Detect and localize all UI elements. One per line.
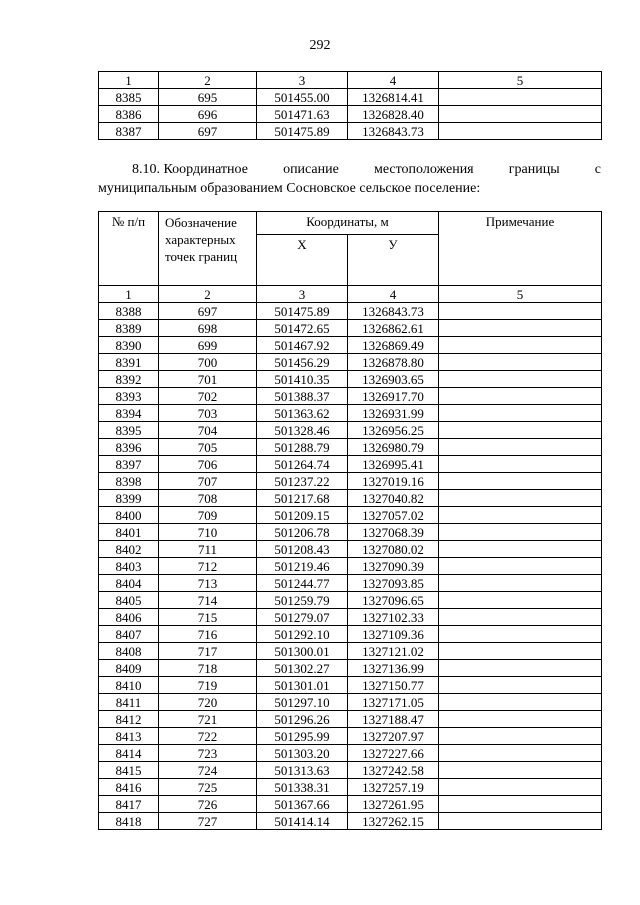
table-cell: 1327262.15 — [348, 813, 439, 830]
table-cell: 695 — [159, 89, 257, 106]
header-y: У — [348, 235, 439, 286]
table-cell: 8397 — [99, 456, 159, 473]
table-cell — [439, 813, 602, 830]
table-cell: 8393 — [99, 388, 159, 405]
table-cell — [439, 507, 602, 524]
table-cell — [439, 337, 602, 354]
column-number: 3 — [257, 72, 348, 89]
table-cell — [439, 643, 602, 660]
table-cell: 706 — [159, 456, 257, 473]
table-cell: 1327136.99 — [348, 660, 439, 677]
table-cell — [439, 473, 602, 490]
column-number: 4 — [348, 72, 439, 89]
table-cell: 697 — [159, 303, 257, 320]
column-number: 4 — [348, 286, 439, 303]
table-cell — [439, 745, 602, 762]
coordinates-table — [98, 285, 602, 830]
table-cell — [439, 123, 602, 140]
table-cell: 501475.89 — [257, 123, 348, 140]
table-cell: 701 — [159, 371, 257, 388]
table-cell: 1326931.99 — [348, 405, 439, 422]
table-cell: 501208.43 — [257, 541, 348, 558]
table-cell — [439, 456, 602, 473]
column-number: 2 — [159, 72, 257, 89]
table-cell: 8408 — [99, 643, 159, 660]
table-cell: 8401 — [99, 524, 159, 541]
table-cell: 8387 — [99, 123, 159, 140]
table-cell: 1326828.40 — [348, 106, 439, 123]
table-cell — [439, 592, 602, 609]
table-cell: 501328.46 — [257, 422, 348, 439]
table-cell: 501471.63 — [257, 106, 348, 123]
table-row — [99, 762, 602, 779]
table-cell — [439, 439, 602, 456]
table-cell: 501297.10 — [257, 694, 348, 711]
table-cell: 501301.01 — [257, 677, 348, 694]
table-cell: 704 — [159, 422, 257, 439]
table-cell: 8400 — [99, 507, 159, 524]
table-cell: 1326878.80 — [348, 354, 439, 371]
table-cell — [439, 626, 602, 643]
table-cell: 501456.29 — [257, 354, 348, 371]
header-note: Примечание — [439, 212, 602, 286]
table-cell: 501367.66 — [257, 796, 348, 813]
table-cell: 501303.20 — [257, 745, 348, 762]
table-cell — [439, 303, 602, 320]
table-cell — [439, 711, 602, 728]
header-num: № п/п — [99, 212, 159, 286]
table-cell: 501455.00 — [257, 89, 348, 106]
table-cell — [439, 779, 602, 796]
table-cell: 712 — [159, 558, 257, 575]
table-cell: 8416 — [99, 779, 159, 796]
table-cell: 8392 — [99, 371, 159, 388]
table-cell: 1327171.05 — [348, 694, 439, 711]
table-cell — [439, 371, 602, 388]
table-cell — [439, 106, 602, 123]
table-cell: 8390 — [99, 337, 159, 354]
table-cell: 702 — [159, 388, 257, 405]
caption-word: местоположения — [373, 162, 474, 177]
caption-word: описание — [283, 162, 339, 177]
table-row — [99, 813, 602, 830]
table-cell: 8418 — [99, 813, 159, 830]
table-cell: 1326814.41 — [348, 89, 439, 106]
table-cell: 715 — [159, 609, 257, 626]
table-cell: 501467.92 — [257, 337, 348, 354]
table-cell: 725 — [159, 779, 257, 796]
top-table-body — [99, 89, 602, 140]
table-cell: 501292.10 — [257, 626, 348, 643]
section-caption — [98, 160, 601, 198]
table-row — [99, 473, 602, 490]
table-cell: 710 — [159, 524, 257, 541]
table-row — [99, 558, 602, 575]
table-cell: 717 — [159, 643, 257, 660]
table-cell: 709 — [159, 507, 257, 524]
table-row — [99, 660, 602, 677]
table-cell: 8413 — [99, 728, 159, 745]
table-cell: 722 — [159, 728, 257, 745]
column-number: 2 — [159, 286, 257, 303]
table-cell: 703 — [159, 405, 257, 422]
table-cell — [439, 354, 602, 371]
table-cell: 1327019.16 — [348, 473, 439, 490]
coordinates-table-header — [98, 211, 602, 286]
table-cell: 1327261.95 — [348, 796, 439, 813]
table-cell: 724 — [159, 762, 257, 779]
table-cell: 8406 — [99, 609, 159, 626]
table-cell: 501279.07 — [257, 609, 348, 626]
table-cell: 1327150.77 — [348, 677, 439, 694]
table-row — [99, 779, 602, 796]
caption-word: с — [594, 162, 601, 177]
table-cell: 1326980.79 — [348, 439, 439, 456]
table-cell — [439, 762, 602, 779]
table-cell: 8410 — [99, 677, 159, 694]
column-number-row — [99, 286, 602, 303]
table-cell: 8395 — [99, 422, 159, 439]
table-cell: 8407 — [99, 626, 159, 643]
table-cell: 1326917.70 — [348, 388, 439, 405]
table-row — [99, 354, 602, 371]
table-cell — [439, 558, 602, 575]
table-cell: 8414 — [99, 745, 159, 762]
table-row — [99, 490, 602, 507]
table-cell — [439, 405, 602, 422]
table-cell: 8398 — [99, 473, 159, 490]
table-row — [99, 694, 602, 711]
table-cell: 501295.99 — [257, 728, 348, 745]
table-row — [99, 388, 602, 405]
table-cell: 726 — [159, 796, 257, 813]
table-cell: 707 — [159, 473, 257, 490]
table-row — [99, 106, 602, 123]
table-cell: 1326843.73 — [348, 303, 439, 320]
main-table-body — [99, 303, 602, 830]
table-cell: 501313.63 — [257, 762, 348, 779]
table-row — [99, 626, 602, 643]
table-cell — [439, 796, 602, 813]
table-row — [99, 711, 602, 728]
table-row — [99, 745, 602, 762]
table-cell: 8391 — [99, 354, 159, 371]
table-cell: 501338.31 — [257, 779, 348, 796]
table-cell: 708 — [159, 490, 257, 507]
table-row — [99, 541, 602, 558]
table-row — [99, 524, 602, 541]
column-number: 1 — [99, 72, 159, 89]
table-cell — [439, 422, 602, 439]
coordinates-table-continued — [98, 71, 602, 140]
table-cell: 501300.01 — [257, 643, 348, 660]
table-cell — [439, 320, 602, 337]
table-cell: 8405 — [99, 592, 159, 609]
caption-line-2: муниципальным образованием Сосновское сельское поселение: — [98, 181, 481, 196]
table-cell — [439, 388, 602, 405]
table-cell: 1327093.85 — [348, 575, 439, 592]
table-cell: 696 — [159, 106, 257, 123]
table-cell: 501410.35 — [257, 371, 348, 388]
table-cell: 501259.79 — [257, 592, 348, 609]
table-row — [99, 371, 602, 388]
table-cell: 8385 — [99, 89, 159, 106]
page-number: 292 — [309, 38, 331, 53]
table-cell: 713 — [159, 575, 257, 592]
table-cell: 699 — [159, 337, 257, 354]
table-cell: 698 — [159, 320, 257, 337]
table-cell: 8415 — [99, 762, 159, 779]
table-cell: 1327207.97 — [348, 728, 439, 745]
table-cell: 8403 — [99, 558, 159, 575]
column-number: 1 — [99, 286, 159, 303]
table-cell: 700 — [159, 354, 257, 371]
table-cell — [439, 609, 602, 626]
table-cell — [439, 575, 602, 592]
table-cell: 1327080.02 — [348, 541, 439, 558]
table-row — [99, 337, 602, 354]
table-cell: 719 — [159, 677, 257, 694]
table-cell: 1327102.33 — [348, 609, 439, 626]
table-cell: 711 — [159, 541, 257, 558]
header-coordinates: Координаты, м — [257, 212, 439, 235]
table-row — [99, 123, 602, 140]
table-row — [99, 796, 602, 813]
caption-word: 8.10. Координатное — [132, 162, 248, 177]
table-cell: 1326995.41 — [348, 456, 439, 473]
table-cell: 501217.68 — [257, 490, 348, 507]
table-row — [99, 592, 602, 609]
table-cell: 8388 — [99, 303, 159, 320]
table-cell: 501388.37 — [257, 388, 348, 405]
table-cell: 1327121.02 — [348, 643, 439, 660]
table-row — [99, 422, 602, 439]
table-cell: 723 — [159, 745, 257, 762]
table-cell: 501414.14 — [257, 813, 348, 830]
table-cell: 727 — [159, 813, 257, 830]
table-row — [99, 405, 602, 422]
table-cell: 501206.78 — [257, 524, 348, 541]
table-cell: 705 — [159, 439, 257, 456]
header-designation: Обозначение характерных точек границ — [159, 212, 257, 286]
table-cell: 8409 — [99, 660, 159, 677]
table-cell: 1327068.39 — [348, 524, 439, 541]
header-x: Х — [257, 235, 348, 286]
table-cell: 1326843.73 — [348, 123, 439, 140]
table-cell — [439, 490, 602, 507]
table-cell: 721 — [159, 711, 257, 728]
table-cell: 8417 — [99, 796, 159, 813]
table-cell: 501302.27 — [257, 660, 348, 677]
table-row — [99, 439, 602, 456]
table-cell: 8389 — [99, 320, 159, 337]
table-cell: 8411 — [99, 694, 159, 711]
table-cell — [439, 677, 602, 694]
caption-line-1 — [98, 160, 601, 179]
table-cell: 8394 — [99, 405, 159, 422]
table-row — [99, 728, 602, 745]
table-cell: 1327109.36 — [348, 626, 439, 643]
table-cell: 501475.89 — [257, 303, 348, 320]
column-number: 5 — [439, 286, 602, 303]
column-number-row — [99, 72, 602, 89]
table-cell: 1327242.58 — [348, 762, 439, 779]
table-cell: 1326903.65 — [348, 371, 439, 388]
table-cell: 8404 — [99, 575, 159, 592]
table-row — [99, 609, 602, 626]
table-cell: 716 — [159, 626, 257, 643]
table-cell: 1327040.82 — [348, 490, 439, 507]
table-row — [99, 643, 602, 660]
table-cell: 1327096.65 — [348, 592, 439, 609]
table-cell: 501237.22 — [257, 473, 348, 490]
table-cell: 1327257.19 — [348, 779, 439, 796]
table-cell — [439, 660, 602, 677]
table-cell: 8412 — [99, 711, 159, 728]
table-cell — [439, 89, 602, 106]
table-cell — [439, 694, 602, 711]
table-cell: 718 — [159, 660, 257, 677]
table-cell: 501472.65 — [257, 320, 348, 337]
table-cell: 1327057.02 — [348, 507, 439, 524]
table-cell: 1327227.66 — [348, 745, 439, 762]
table-row — [99, 575, 602, 592]
table-cell: 697 — [159, 123, 257, 140]
table-cell: 1327090.39 — [348, 558, 439, 575]
table-cell: 714 — [159, 592, 257, 609]
table-cell: 8399 — [99, 490, 159, 507]
caption-word: границы — [508, 162, 560, 177]
table-row — [99, 507, 602, 524]
table-cell: 8402 — [99, 541, 159, 558]
table-row — [99, 456, 602, 473]
table-cell: 1326956.25 — [348, 422, 439, 439]
table-cell: 501363.62 — [257, 405, 348, 422]
table-cell: 8396 — [99, 439, 159, 456]
table-row — [99, 303, 602, 320]
table-cell: 720 — [159, 694, 257, 711]
table-row — [99, 677, 602, 694]
table-cell: 501209.15 — [257, 507, 348, 524]
table-cell: 501296.26 — [257, 711, 348, 728]
table-cell: 1326862.61 — [348, 320, 439, 337]
table-cell: 501264.74 — [257, 456, 348, 473]
table-cell — [439, 524, 602, 541]
table-cell: 1326869.49 — [348, 337, 439, 354]
table-cell: 1327188.47 — [348, 711, 439, 728]
column-number: 3 — [257, 286, 348, 303]
table-row — [99, 89, 602, 106]
column-number: 5 — [439, 72, 602, 89]
table-cell: 501288.79 — [257, 439, 348, 456]
table-cell: 501244.77 — [257, 575, 348, 592]
table-row — [99, 320, 602, 337]
table-cell: 501219.46 — [257, 558, 348, 575]
table-cell — [439, 728, 602, 745]
table-cell — [439, 541, 602, 558]
table-cell: 8386 — [99, 106, 159, 123]
